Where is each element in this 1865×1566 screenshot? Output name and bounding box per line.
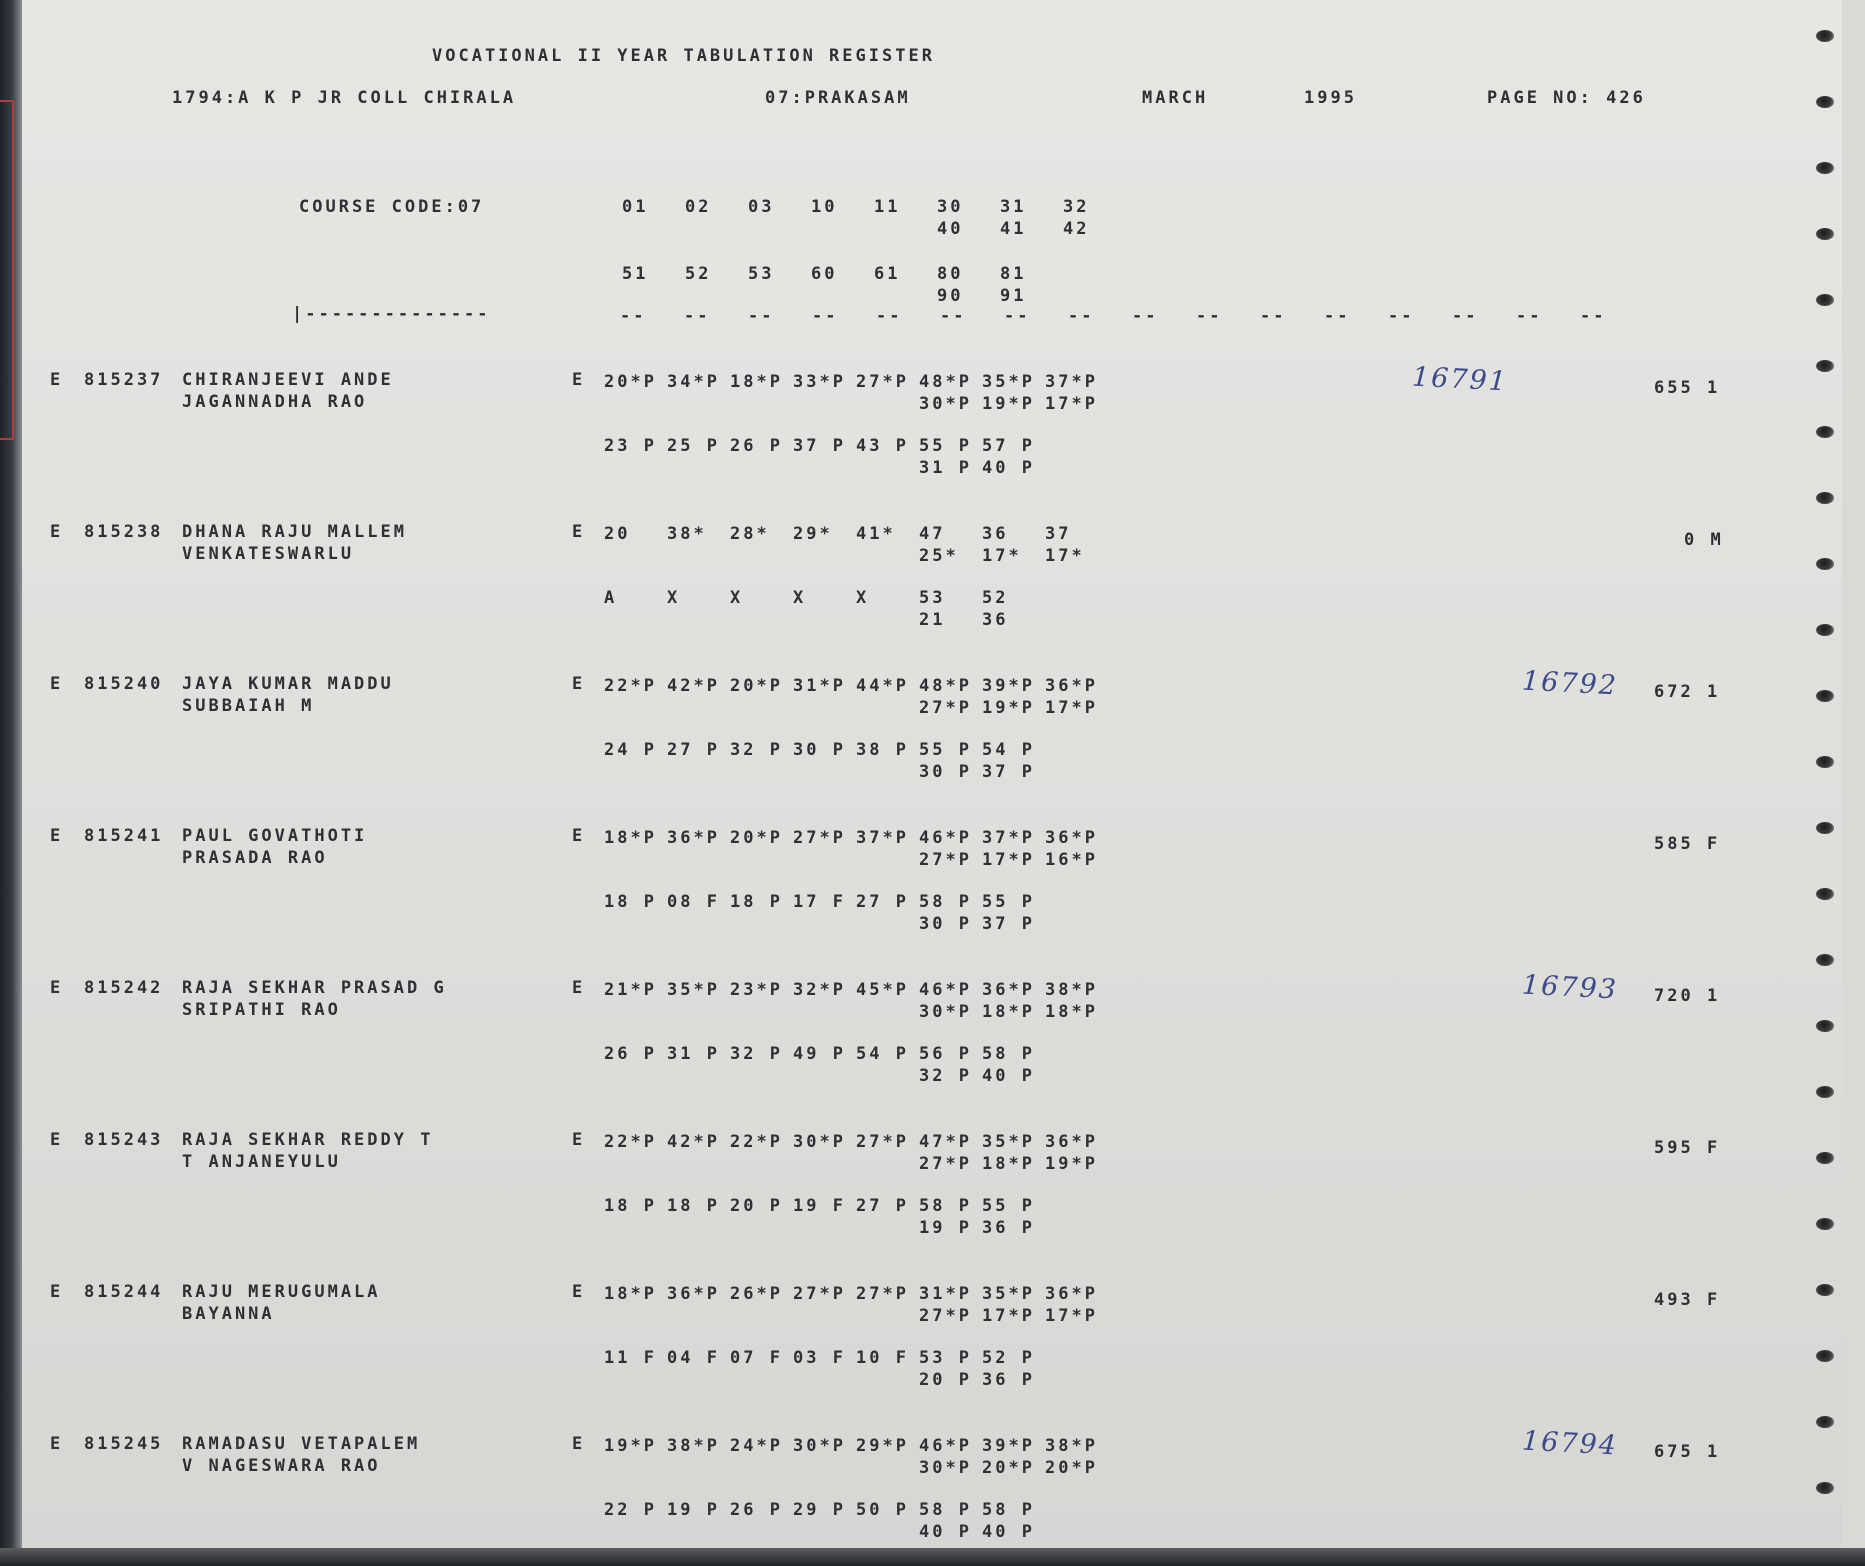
mark-cell: 30*P bbox=[793, 1132, 846, 1152]
handwritten-number: 16791 bbox=[1411, 361, 1509, 398]
mark-cell: 19*P bbox=[604, 1436, 657, 1456]
subject-code: 52 bbox=[685, 264, 712, 284]
mark-cell: 46*P bbox=[919, 828, 972, 848]
mark-cell: 46*P bbox=[919, 980, 972, 1000]
mark-cell: 20 P bbox=[730, 1196, 783, 1216]
mark-cell: 36*P bbox=[667, 1284, 720, 1304]
mark-cell: 30 P bbox=[919, 762, 972, 782]
total-result: 0 M bbox=[1684, 530, 1724, 550]
mark-cell: 22*P bbox=[604, 1132, 657, 1152]
mark-cell: 36 P bbox=[982, 1218, 1035, 1238]
mark-cell: 37*P bbox=[1045, 372, 1098, 392]
mark-cell: 17* bbox=[1045, 546, 1085, 566]
mark-cell: 27*P bbox=[793, 1284, 846, 1304]
header-dash: -- bbox=[1132, 306, 1159, 326]
mark-cell: 56 P bbox=[919, 1044, 972, 1064]
mark-cell: 20*P bbox=[604, 372, 657, 392]
mark-cell: 52 bbox=[982, 588, 1009, 608]
mark-cell: 22 P bbox=[604, 1500, 657, 1520]
mark-cell: 27 P bbox=[856, 1196, 909, 1216]
mark-cell: 30*P bbox=[919, 394, 972, 414]
mark-cell: 17*P bbox=[1045, 1306, 1098, 1326]
mark-cell: 08 F bbox=[667, 892, 720, 912]
feed-hole bbox=[1816, 1350, 1834, 1362]
subject-code: 51 bbox=[622, 264, 649, 284]
mark-cell: 58 P bbox=[919, 892, 972, 912]
mark-cell: 58 P bbox=[919, 1196, 972, 1216]
mark-cell: 29*P bbox=[856, 1436, 909, 1456]
mark-cell: 38 P bbox=[856, 740, 909, 760]
mark-cell: 31*P bbox=[793, 676, 846, 696]
reg-type: E bbox=[50, 674, 64, 694]
mark-cell: 30 P bbox=[793, 740, 846, 760]
mark-cell: 58 P bbox=[982, 1500, 1035, 1520]
subject-code: 32 bbox=[1063, 197, 1090, 217]
mark-cell: 40 P bbox=[982, 458, 1035, 478]
header-dash: -- bbox=[1452, 306, 1479, 326]
feed-hole bbox=[1816, 624, 1834, 636]
subject-code: 42 bbox=[1063, 219, 1090, 239]
mark-cell: 40 P bbox=[982, 1066, 1035, 1086]
student-name: RAJA SEKHAR REDDY T bbox=[182, 1130, 434, 1150]
mark-cell: 27*P bbox=[919, 850, 972, 870]
mark-cell: 57 P bbox=[982, 436, 1035, 456]
mark-cell: 54 P bbox=[982, 740, 1035, 760]
feed-hole bbox=[1816, 756, 1834, 768]
mark-cell: 31*P bbox=[919, 1284, 972, 1304]
father-name: JAGANNADHA RAO bbox=[182, 392, 368, 412]
father-name: VENKATESWARLU bbox=[182, 544, 355, 564]
mark-cell: 39*P bbox=[982, 676, 1035, 696]
red-margin-mark bbox=[0, 100, 14, 440]
mark-cell: 27*P bbox=[793, 828, 846, 848]
mark-cell: 19*P bbox=[1045, 1154, 1098, 1174]
mark-cell: 22*P bbox=[604, 676, 657, 696]
total-result: 672 1 bbox=[1654, 682, 1721, 702]
handwritten-number: 16794 bbox=[1521, 1425, 1619, 1462]
mark-cell: 47*P bbox=[919, 1132, 972, 1152]
mark-cell: 23*P bbox=[730, 980, 783, 1000]
feed-hole bbox=[1816, 1152, 1834, 1164]
mark-cell: 37*P bbox=[856, 828, 909, 848]
mark-cell: 35*P bbox=[667, 980, 720, 1000]
mark-cell: 20*P bbox=[982, 1458, 1035, 1478]
mark-cell: 03 F bbox=[793, 1348, 846, 1368]
mark-cell: 41* bbox=[856, 524, 896, 544]
medium: E bbox=[572, 370, 586, 390]
medium: E bbox=[572, 1130, 586, 1150]
mark-cell: 27*P bbox=[919, 1306, 972, 1326]
register-title: VOCATIONAL II YEAR TABULATION REGISTER bbox=[432, 46, 935, 66]
mark-cell: 19 F bbox=[793, 1196, 846, 1216]
mark-cell: 18*P bbox=[604, 1284, 657, 1304]
mark-cell: X bbox=[793, 588, 807, 608]
header-underline: |-------------- bbox=[292, 304, 491, 324]
student-name: RAJU MERUGUMALA bbox=[182, 1282, 381, 1302]
subject-code: 53 bbox=[748, 264, 775, 284]
mark-cell: 58 P bbox=[919, 1500, 972, 1520]
mark-cell: 22*P bbox=[730, 1132, 783, 1152]
mark-cell: 36 P bbox=[982, 1370, 1035, 1390]
mark-cell: 54 P bbox=[856, 1044, 909, 1064]
mark-cell: 38*P bbox=[667, 1436, 720, 1456]
mark-cell: 37 bbox=[1045, 524, 1072, 544]
header-dash: -- bbox=[1324, 306, 1351, 326]
mark-cell: 20*P bbox=[730, 676, 783, 696]
feed-hole bbox=[1816, 426, 1834, 438]
mark-cell: 36 bbox=[982, 610, 1009, 630]
mark-cell: 36*P bbox=[667, 828, 720, 848]
mark-cell: 33*P bbox=[793, 372, 846, 392]
subject-code: 60 bbox=[811, 264, 838, 284]
feed-hole bbox=[1816, 294, 1834, 306]
subject-code: 10 bbox=[811, 197, 838, 217]
mark-cell: 20*P bbox=[1045, 1458, 1098, 1478]
mark-cell: 31 P bbox=[919, 458, 972, 478]
mark-cell: 32 P bbox=[919, 1066, 972, 1086]
mark-cell: 35*P bbox=[982, 1132, 1035, 1152]
father-name: SUBBAIAH M bbox=[182, 696, 315, 716]
mark-cell: 37*P bbox=[982, 828, 1035, 848]
mark-cell: 45*P bbox=[856, 980, 909, 1000]
header-dash: -- bbox=[684, 306, 711, 326]
student-name: DHANA RAJU MALLEM bbox=[182, 522, 407, 542]
mark-cell: 32*P bbox=[793, 980, 846, 1000]
mark-cell: 36*P bbox=[1045, 828, 1098, 848]
feed-hole bbox=[1816, 822, 1834, 834]
book-binding bbox=[0, 0, 22, 1566]
mark-cell: 55 P bbox=[919, 740, 972, 760]
student-name: CHIRANJEEVI ANDE bbox=[182, 370, 394, 390]
mark-cell: 27 P bbox=[667, 740, 720, 760]
mark-cell: 04 F bbox=[667, 1348, 720, 1368]
mark-cell: 36*P bbox=[1045, 1284, 1098, 1304]
mark-cell: 36*P bbox=[1045, 1132, 1098, 1152]
reg-type: E bbox=[50, 1130, 64, 1150]
mark-cell: 17*P bbox=[982, 1306, 1035, 1326]
register-sheet bbox=[22, 0, 1842, 1566]
mark-cell: 35*P bbox=[982, 1284, 1035, 1304]
header-dash: -- bbox=[1196, 306, 1223, 326]
mark-cell: 37 P bbox=[982, 914, 1035, 934]
mark-cell: 43 P bbox=[856, 436, 909, 456]
feed-hole bbox=[1816, 1416, 1834, 1428]
feed-hole bbox=[1816, 888, 1834, 900]
mark-cell: 17*P bbox=[1045, 394, 1098, 414]
page-number: PAGE NO: 426 bbox=[1487, 88, 1646, 108]
student-name: JAYA KUMAR MADDU bbox=[182, 674, 394, 694]
mark-cell: 46*P bbox=[919, 1436, 972, 1456]
mark-cell: 18 P bbox=[604, 892, 657, 912]
header-dash: -- bbox=[620, 306, 647, 326]
feed-hole bbox=[1816, 1284, 1834, 1296]
subject-code: 41 bbox=[1000, 219, 1027, 239]
subject-code: 03 bbox=[748, 197, 775, 217]
mark-cell: 29* bbox=[793, 524, 833, 544]
medium: E bbox=[572, 674, 586, 694]
book-bottom-edge bbox=[0, 1548, 1865, 1566]
feed-hole bbox=[1816, 954, 1834, 966]
total-result: 595 F bbox=[1654, 1138, 1721, 1158]
mark-cell: 44*P bbox=[856, 676, 909, 696]
feed-hole bbox=[1816, 1086, 1834, 1098]
reg-type: E bbox=[50, 1434, 64, 1454]
mark-cell: 17*P bbox=[982, 850, 1035, 870]
reg-type: E bbox=[50, 370, 64, 390]
mark-cell: 21 bbox=[919, 610, 946, 630]
subject-code: 61 bbox=[874, 264, 901, 284]
total-result: 675 1 bbox=[1654, 1442, 1721, 1462]
total-result: 585 F bbox=[1654, 834, 1721, 854]
feed-hole bbox=[1816, 1482, 1834, 1494]
mark-cell: 18 P bbox=[730, 892, 783, 912]
father-name: BAYANNA bbox=[182, 1304, 275, 1324]
mark-cell: 53 bbox=[919, 588, 946, 608]
feed-hole bbox=[1816, 162, 1834, 174]
subject-code: 81 bbox=[1000, 264, 1027, 284]
mark-cell: 48*P bbox=[919, 676, 972, 696]
header-dash: -- bbox=[812, 306, 839, 326]
subject-code: 80 bbox=[937, 264, 964, 284]
mark-cell: X bbox=[730, 588, 744, 608]
feed-hole bbox=[1816, 228, 1834, 240]
father-name: V NAGESWARA RAO bbox=[182, 1456, 381, 1476]
mark-cell: 24*P bbox=[730, 1436, 783, 1456]
course-code-label: COURSE CODE:07 bbox=[299, 197, 485, 217]
mark-cell: 36*P bbox=[982, 980, 1035, 1000]
medium: E bbox=[572, 978, 586, 998]
mark-cell: 17* bbox=[982, 546, 1022, 566]
mark-cell: 27*P bbox=[856, 1132, 909, 1152]
medium: E bbox=[572, 826, 586, 846]
mark-cell: 53 P bbox=[919, 1348, 972, 1368]
mark-cell: 18 P bbox=[604, 1196, 657, 1216]
header-dash: -- bbox=[940, 306, 967, 326]
mark-cell: 47 bbox=[919, 524, 946, 544]
reg-number: 815243 bbox=[84, 1130, 164, 1150]
mark-cell: 30 P bbox=[919, 914, 972, 934]
mark-cell: 34*P bbox=[667, 372, 720, 392]
mark-cell: 30*P bbox=[793, 1436, 846, 1456]
mark-cell: 40 P bbox=[919, 1522, 972, 1542]
mark-cell: 18*P bbox=[1045, 1002, 1098, 1022]
mark-cell: 40 P bbox=[982, 1522, 1035, 1542]
mark-cell: 32 P bbox=[730, 740, 783, 760]
mark-cell: 49 P bbox=[793, 1044, 846, 1064]
mark-cell: 25* bbox=[919, 546, 959, 566]
mark-cell: 36*P bbox=[1045, 676, 1098, 696]
mark-cell: 16*P bbox=[1045, 850, 1098, 870]
mark-cell: 35*P bbox=[982, 372, 1035, 392]
mark-cell: 31 P bbox=[667, 1044, 720, 1064]
mark-cell: 19 P bbox=[667, 1500, 720, 1520]
reg-number: 815241 bbox=[84, 826, 164, 846]
mark-cell: 30*P bbox=[919, 1458, 972, 1478]
mark-cell: 42*P bbox=[667, 1132, 720, 1152]
mark-cell: 26 P bbox=[730, 436, 783, 456]
mark-cell: 23 P bbox=[604, 436, 657, 456]
handwritten-number: 16793 bbox=[1521, 969, 1619, 1006]
header-dash: -- bbox=[1068, 306, 1095, 326]
father-name: SRIPATHI RAO bbox=[182, 1000, 341, 1020]
subject-code: 11 bbox=[874, 197, 901, 217]
mark-cell: 07 F bbox=[730, 1348, 783, 1368]
exam-month: MARCH bbox=[1142, 88, 1209, 108]
feed-hole bbox=[1816, 30, 1834, 42]
mark-cell: 29 P bbox=[793, 1500, 846, 1520]
mark-cell: 32 P bbox=[730, 1044, 783, 1064]
mark-cell: 39*P bbox=[982, 1436, 1035, 1456]
mark-cell: 55 P bbox=[982, 892, 1035, 912]
mark-cell: X bbox=[667, 588, 681, 608]
mark-cell: 11 F bbox=[604, 1348, 657, 1368]
reg-type: E bbox=[50, 1282, 64, 1302]
subject-code: 30 bbox=[937, 197, 964, 217]
feed-hole bbox=[1816, 558, 1834, 570]
reg-number: 815238 bbox=[84, 522, 164, 542]
mark-cell: 10 F bbox=[856, 1348, 909, 1368]
mark-cell: 36 bbox=[982, 524, 1009, 544]
mark-cell: 19*P bbox=[982, 394, 1035, 414]
exam-year: 1995 bbox=[1304, 88, 1357, 108]
subject-code: 90 bbox=[937, 286, 964, 306]
reg-type: E bbox=[50, 826, 64, 846]
subject-code: 40 bbox=[937, 219, 964, 239]
mark-cell: 18 P bbox=[667, 1196, 720, 1216]
mark-cell: 50 P bbox=[856, 1500, 909, 1520]
mark-cell: 58 P bbox=[982, 1044, 1035, 1064]
student-name: PAUL GOVATHOTI bbox=[182, 826, 368, 846]
father-name: T ANJANEYULU bbox=[182, 1152, 341, 1172]
student-name: RAMADASU VETAPALEM bbox=[182, 1434, 421, 1454]
mark-cell: 19*P bbox=[982, 698, 1035, 718]
reg-number: 815242 bbox=[84, 978, 164, 998]
mark-cell: 37 P bbox=[982, 762, 1035, 782]
mark-cell: 28* bbox=[730, 524, 770, 544]
father-name: PRASADA RAO bbox=[182, 848, 328, 868]
header-dash: -- bbox=[876, 306, 903, 326]
medium: E bbox=[572, 1434, 586, 1454]
mark-cell: 18*P bbox=[730, 372, 783, 392]
district-name: 07:PRAKASAM bbox=[765, 88, 911, 108]
header-dash: -- bbox=[1516, 306, 1543, 326]
feed-hole bbox=[1816, 360, 1834, 372]
mark-cell: 55 P bbox=[919, 436, 972, 456]
mark-cell: 18*P bbox=[604, 828, 657, 848]
reg-number: 815240 bbox=[84, 674, 164, 694]
mark-cell: 18*P bbox=[982, 1002, 1035, 1022]
total-result: 655 1 bbox=[1654, 378, 1721, 398]
mark-cell: 17 F bbox=[793, 892, 846, 912]
college-name: 1794:A K P JR COLL CHIRALA bbox=[172, 88, 517, 108]
subject-code: 01 bbox=[622, 197, 649, 217]
mark-cell: 30*P bbox=[919, 1002, 972, 1022]
mark-cell: 27*P bbox=[919, 698, 972, 718]
student-name: RAJA SEKHAR PRASAD G bbox=[182, 978, 447, 998]
mark-cell: 27*P bbox=[856, 372, 909, 392]
feed-hole bbox=[1816, 492, 1834, 504]
header-dash: -- bbox=[1388, 306, 1415, 326]
medium: E bbox=[572, 522, 586, 542]
reg-type: E bbox=[50, 522, 64, 542]
mark-cell: 19 P bbox=[919, 1218, 972, 1238]
mark-cell: 27*P bbox=[919, 1154, 972, 1174]
reg-number: 815244 bbox=[84, 1282, 164, 1302]
mark-cell: 26 P bbox=[604, 1044, 657, 1064]
mark-cell: 20*P bbox=[730, 828, 783, 848]
header-dash: -- bbox=[1004, 306, 1031, 326]
header-dash: -- bbox=[748, 306, 775, 326]
total-result: 493 F bbox=[1654, 1290, 1721, 1310]
mark-cell: 21*P bbox=[604, 980, 657, 1000]
feed-hole bbox=[1816, 690, 1834, 702]
mark-cell: 38* bbox=[667, 524, 707, 544]
mark-cell: A bbox=[604, 588, 618, 608]
mark-cell: 52 P bbox=[982, 1348, 1035, 1368]
reg-number: 815237 bbox=[84, 370, 164, 390]
handwritten-number: 16792 bbox=[1521, 665, 1619, 702]
total-result: 720 1 bbox=[1654, 986, 1721, 1006]
mark-cell: 27 P bbox=[856, 892, 909, 912]
mark-cell: X bbox=[856, 588, 870, 608]
mark-cell: 17*P bbox=[1045, 698, 1098, 718]
mark-cell: 27*P bbox=[856, 1284, 909, 1304]
subject-code: 02 bbox=[685, 197, 712, 217]
feed-hole bbox=[1816, 1020, 1834, 1032]
header-dash: -- bbox=[1260, 306, 1287, 326]
feed-hole bbox=[1816, 1218, 1834, 1230]
mark-cell: 38*P bbox=[1045, 1436, 1098, 1456]
mark-cell: 18*P bbox=[982, 1154, 1035, 1174]
mark-cell: 26 P bbox=[730, 1500, 783, 1520]
mark-cell: 42*P bbox=[667, 676, 720, 696]
mark-cell: 38*P bbox=[1045, 980, 1098, 1000]
mark-cell: 20 P bbox=[919, 1370, 972, 1390]
subject-code: 31 bbox=[1000, 197, 1027, 217]
mark-cell: 20 bbox=[604, 524, 631, 544]
subject-code: 91 bbox=[1000, 286, 1027, 306]
tractor-feed-holes bbox=[1802, 0, 1842, 1566]
mark-cell: 37 P bbox=[793, 436, 846, 456]
mark-cell: 48*P bbox=[919, 372, 972, 392]
medium: E bbox=[572, 1282, 586, 1302]
mark-cell: 55 P bbox=[982, 1196, 1035, 1216]
reg-type: E bbox=[50, 978, 64, 998]
feed-hole bbox=[1816, 96, 1834, 108]
mark-cell: 24 P bbox=[604, 740, 657, 760]
reg-number: 815245 bbox=[84, 1434, 164, 1454]
mark-cell: 25 P bbox=[667, 436, 720, 456]
header-dash: -- bbox=[1580, 306, 1607, 326]
mark-cell: 26*P bbox=[730, 1284, 783, 1304]
